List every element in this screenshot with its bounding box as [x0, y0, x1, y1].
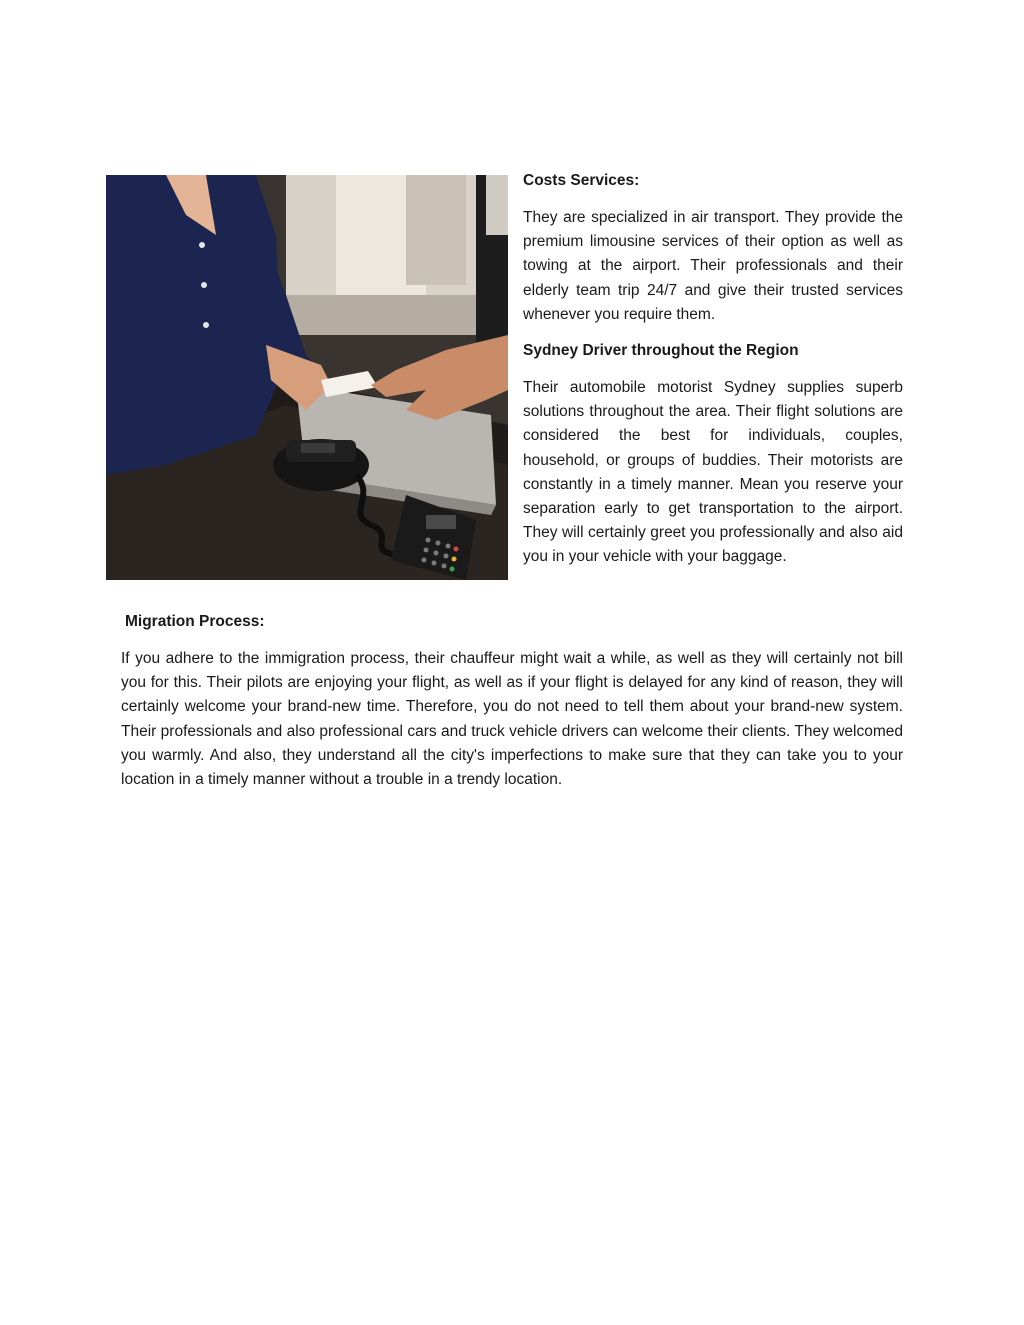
- right-column: [523, 170, 903, 583]
- migration-section: [121, 611, 903, 805]
- migration-process-paragraph: If you adhere to the immigration process, their chauffeur might wait a while, as well as they will certainly not bill you for this. Their pilots are enjoying your flight, as well as if your flight is delayed for any kind of reason, they will certainly welcome your brand-new time. Therefore, you do not need to tell them about your brand-new system. Their professionals and also professional cars and truck vehicle drivers can welcome their clients. They welcomed you warmly. And also, they understand all the city's imperfections to make sure that they can take you to your location in a timely manner without a trouble in a trendy location.: [121, 650, 903, 789]
- migration-process-heading: Migration Process:: [125, 613, 265, 630]
- sydney-driver-heading: Sydney Driver throughout the Region: [523, 342, 799, 360]
- costs-services-paragraph: They are specialized in air transport. They provide the premium limousine services of their option as well as towing at the airport. Their professionals and their elderly team trip 24/7 and give their trusted services whenever you require them.: [523, 209, 903, 323]
- costs-services-heading: Costs Services:: [523, 172, 640, 189]
- payment-handoff-photo: [106, 175, 508, 580]
- sydney-driver-paragraph: Their automobile motorist Sydney supplies superb solutions throughout the area. Their flight solutions are considered the best for individuals, couples, household, or groups of buddies. Their motorists are constantly in a timely manner. Mean you reserve your separation early to get transportation to the airport. They will certainly greet you professionally and also aid you in your vehicle with your baggage.: [523, 379, 903, 566]
